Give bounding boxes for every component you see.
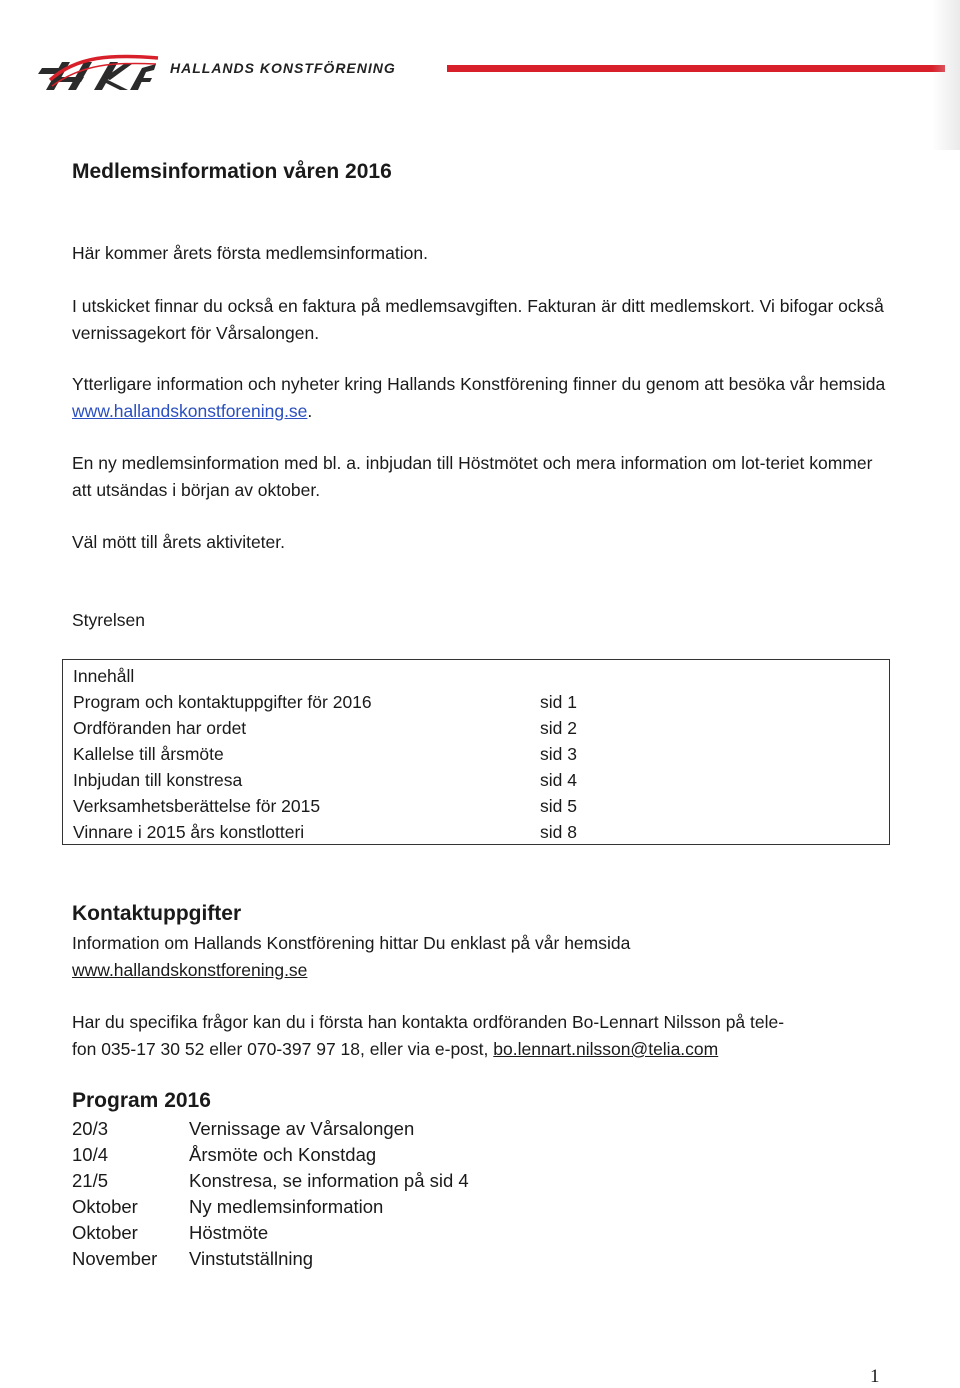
program-event: Ny medlemsinformation [189,1196,384,1217]
table-of-contents [62,659,890,845]
toc-item-title: Kallelse till årsmöte [73,744,224,764]
toc-item-title: Vinnare i 2015 års konstlotteri [73,822,305,842]
program-date: 20/3 [72,1118,109,1139]
intro-paragraph-3 [72,371,892,425]
toc-item-title: Inbjudan till konstresa [73,770,243,790]
toc-item-title: Verksamhetsberättelse för 2015 [73,796,321,816]
program-date: 21/5 [72,1170,109,1191]
intro-paragraph-3-text: Ytterligare information och nyheter kring Hallands Konstförening finner du genom att besöka vår hemsida [72,374,886,394]
toc-row [73,770,673,796]
contact-chair-line-2 [72,1036,892,1063]
program-row [72,1170,572,1196]
program-event: Vernissage av Vårsalongen [189,1118,415,1139]
toc-item-title: Ordföranden har ordet [73,718,247,738]
program-row [72,1144,572,1170]
toc-item-page: sid 4 [540,770,577,790]
toc-item-page: sid 8 [540,822,577,842]
program-event: Höstmöte [189,1222,269,1243]
toc-row [73,744,673,770]
brand-name: HALLANDS KONSTFÖRENING [170,60,396,76]
program-date: Oktober [72,1222,138,1243]
program-row [72,1118,572,1144]
program-row [72,1196,572,1222]
intro-paragraph-4: En ny medlemsinformation med bl. a. inbjudan till Höstmötet och mera information om lot-teriet kommer att utsändas i början av oktober. [72,453,873,500]
program-date: November [72,1248,158,1269]
toc-item-page: sid 1 [540,692,577,712]
contact-website-line [72,957,892,984]
program-event: Årsmöte och Konstdag [189,1144,377,1165]
toc-row [73,718,673,744]
toc-row [73,796,673,822]
toc-item-page: sid 5 [540,796,577,816]
contact-heading: Kontaktuppgifter [72,902,242,925]
toc-heading: Innehåll [73,666,135,686]
toc-item-page: sid 3 [540,744,577,764]
intro-paragraph-3-end: . [307,401,313,421]
contact-info-line: Information om Hallands Konstförening hittar Du enklast på vår hemsida [72,933,631,953]
contact-website-link[interactable]: www.hallandskonstforening.se [72,960,308,980]
email-link[interactable]: bo.lennart.nilsson@telia.com [493,1039,719,1059]
program-row [72,1222,572,1248]
signature-styrelsen: Styrelsen [72,610,145,630]
program-date: Oktober [72,1196,138,1217]
contact-chair-line-1: Har du specifika frågor kan du i första han kontakta ordföranden Bo-Lennart Nilsson på tele- [72,1012,785,1032]
program-date: 10/4 [72,1144,109,1165]
contact-phone-text: fon 035-17 30 52 eller 070-397 97 18, eller via e-post, [72,1039,494,1059]
website-link[interactable]: www.hallandskonstforening.se [72,401,308,421]
scan-edge-shadow [932,0,960,150]
intro-paragraph-1: Här kommer årets första medlemsinformation. [72,243,428,263]
page-number: 1 [870,1366,880,1387]
program-heading: Program 2016 [72,1089,211,1112]
toc-item-title: Program och kontaktuppgifter för 2016 [73,692,372,712]
header-rule [447,65,945,72]
document-title: Medlemsinformation våren 2016 [72,160,392,183]
toc-item-page: sid 2 [540,718,577,738]
program-event: Konstresa, se information på sid 4 [189,1170,469,1191]
toc-row [73,692,673,718]
toc-row [73,822,673,848]
hkf-logo [32,50,162,98]
intro-paragraph-5: Väl mött till årets aktiviteter. [72,532,285,552]
program-row [72,1248,572,1274]
program-event: Vinstutställning [189,1248,314,1269]
intro-paragraph-2: I utskicket finnar du också en faktura på medlemsavgiften. Fakturan är ditt medlemskort. Vi bifogar också vernissagekort för Vårsalongen. [72,296,884,343]
